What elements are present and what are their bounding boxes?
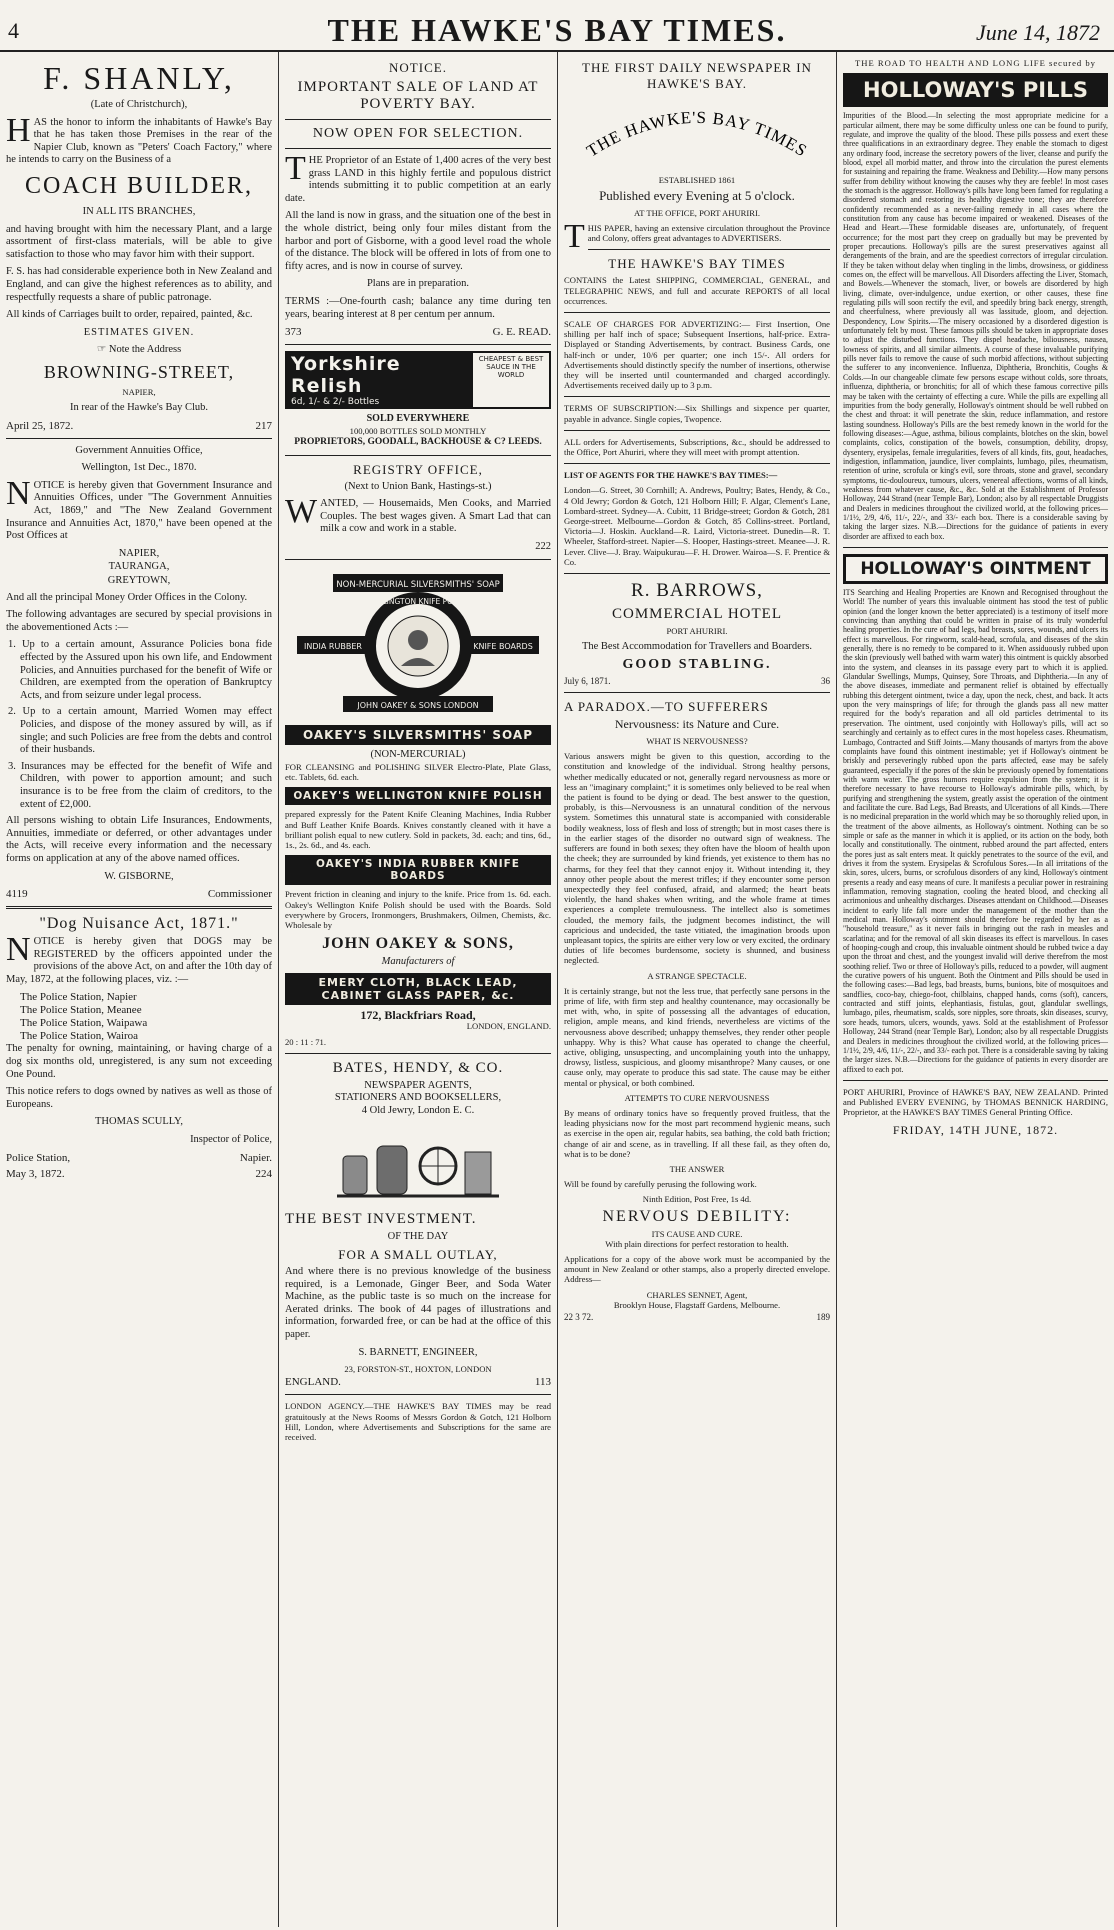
divider (564, 312, 830, 313)
column-2 (279, 52, 557, 1927)
issue-date: June 14, 1872 (975, 20, 1100, 45)
advert-code: 22 3 72. (564, 1312, 594, 1323)
advert-paragraph: All kinds of Carriages built to order, repaired, painted, &c. (6, 309, 253, 321)
oakey-street: 172, Blackfriars Road, (360, 1007, 476, 1022)
advert-paragraph: and having brought with him the necessary Plant, and a large assortment of first-class materials, will be able to give satisfaction to those who may favor him with their support. (6, 223, 272, 260)
notice-signer: THOMAS SCULLY, (94, 1116, 184, 1128)
advert-paragraph: F. S. has had considerable experience both in New Zealand and England, and can give the highest references as to ability, and respectfully requests a share of public patronage. (6, 266, 272, 303)
divider (285, 559, 551, 560)
office: AT THE OFFICE, PORT AHURIRI. (633, 207, 761, 218)
notice-title: NOTICE. (389, 60, 447, 75)
divider (6, 438, 272, 439)
relish-logo (285, 351, 471, 409)
advert-name: R. BARROWS, (631, 580, 763, 602)
advert-date: July 6, 1871. (564, 676, 611, 687)
barrows-hotel-advert (564, 580, 830, 686)
police-station: The Police Station, Meanee (20, 1004, 142, 1017)
boards-text: Prevent friction in cleaning and injury to the knife. Price from 1s. 6d. each. Oakey's Wellington Knife Polish should be used with the Boards. Sold everywhere by Grocers, Ironmongers, Brushmakers, Oilmen, Chemists, &c. Wholesale by (285, 889, 551, 930)
place-tauranga: TAURANGA, (108, 561, 170, 573)
notice-number: 373 (285, 326, 302, 339)
advert-address: BROWNING-STREET, (43, 361, 235, 382)
notice-station-line (6, 1152, 272, 1164)
nervousness-advert (564, 699, 830, 1322)
arched-title-svg (567, 96, 827, 166)
advert-address: 4 Old Jewry, London E. C. (361, 1104, 475, 1116)
bates-hendy-advert (285, 1060, 551, 1118)
advert-number: 189 (816, 1312, 830, 1323)
footer-date: FRIDAY, 14TH JUNE, 1872. (892, 1122, 1059, 1137)
machine-cylinder (343, 1156, 367, 1194)
oakey-badge (285, 566, 551, 721)
advert-town: NAPIER, (122, 386, 156, 397)
notice-headline: IMPORTANT SALE OF LAND AT POVERTY BAY. (297, 79, 539, 112)
paper-text: THIS PAPER, having an extensive circulation throughout the Province and Colony, offers great advantages to ADVERTISERS. (564, 218, 830, 255)
advert-footer (6, 420, 272, 432)
advert-number: 113 (534, 1376, 551, 1389)
machine-drawing (333, 1122, 503, 1202)
orders-notice: ALL orders for Advertisements, Subscriptions, &c., should be addressed to the Office, Port Ahuriri, where they will meet with prompt attention. (564, 436, 830, 458)
advert-subheadline: FOR A SMALL OUTLAY, (338, 1247, 498, 1263)
barnett-advert (285, 1211, 551, 1388)
arched-title-text (583, 108, 811, 161)
place-napier: NAPIER, (118, 547, 160, 559)
portrait-head (408, 630, 428, 650)
notice-date: May 3, 1872. (6, 1167, 65, 1180)
divider (843, 1080, 1108, 1081)
divider (285, 455, 551, 456)
advert-text: WANTED, — Housemaids, Men Cooks, and Married Couples. The best wages given. A Smart Lad that can milk a cow and work in a stable. (285, 493, 551, 535)
column-3 (558, 52, 836, 1927)
notice-signer: W. GISBORNE, (104, 870, 174, 882)
agent-name: CHARLES SENNET, Agent, (646, 1289, 748, 1300)
emery-banner: EMERY CLOTH, BLACK LEAD, CABINET GLASS PAPER, &c. (285, 973, 551, 1005)
first-daily: THE FIRST DAILY NEWSPAPER IN HAWKE'S BAY. (582, 60, 812, 91)
london-agency-notice: LONDON AGENCY.—THE HAWKE'S BAY TIMES may be read gratuitously at the News Rooms of Messrs Gordon & Gotch, 121 Holborn Hill, London, where Advertisements and Subscriptions for the same are received. (285, 1401, 551, 1443)
advertising-scale: SCALE OF CHARGES FOR ADVERTIZING:— First Insertion, One shilling per half inch of space; Subsequent Insertions, half-price. Extra-Displayed or Standing Advertisements, by contract. Business Cards, one half-inch or under, 10/6 per quarter; one inch 15/-. All orders for Advertisements should distinctly specify the number of insertions, otherwise they will be inserted until countermanded and charged accordingly. Advertisements received daily up to 3 p.m. (564, 319, 830, 391)
notice-number: 224 (255, 1167, 272, 1180)
relish-banner (285, 351, 551, 409)
advert-footer (285, 1376, 551, 1388)
police-station: The Police Station, Waipawa (20, 1017, 148, 1030)
advert-name: S. BARNETT, ENGINEER, (358, 1346, 478, 1358)
divider (285, 119, 551, 120)
oakey-code: 20 : 11 : 71. (285, 1036, 326, 1047)
page-number: 4 (8, 18, 19, 43)
holloway-pills-advert (843, 58, 1108, 541)
advert-intro: HAS the honor to inform the inhabitants of Hawke's Bay that he has taken those Premises in the rear of the Napier Club, known as "Peters' Coach Factory," where he intends to carry on the Business of a (6, 111, 272, 166)
notice-paragraph: All the land is now in grass, and the situation one of the best in the whole district, being only four miles distant from the harbor and port of Gisborne, with a good level road the whole of the distance. The block will be offered in lots of from one to fifty acres, and is now in course of survey. (285, 210, 551, 272)
agents-title: LIST OF AGENTS FOR THE HAWKE'S BAY TIMES:— (564, 470, 778, 481)
government-annuities-notice (6, 445, 272, 900)
divider (564, 396, 830, 397)
advert-subtitle: (Next to Union Bank, Hastings-st.) (344, 480, 492, 492)
notice-penalty: The penalty for owning, maintaining, or having charge of a dog six months old, unregistered, is any sum not exceeding One Pound. (6, 1043, 272, 1080)
advert-stabling: GOOD STABLING. (622, 656, 772, 672)
advert-subtitle: NEWSPAPER AGENTS, (364, 1079, 472, 1091)
notice-footer (285, 326, 551, 338)
place-greytown: GREYTOWN, (107, 575, 171, 587)
emblem-left-text: INDIA RUBBER (304, 642, 362, 652)
newspaper-title: THE HAWKE'S BAY TIMES. (327, 12, 787, 48)
contains-title: THE HAWKE'S BAY TIMES (608, 256, 786, 272)
advert-number: 36 (821, 676, 830, 687)
advert-address: 23, FORSTON-ST., HOXTON, LONDON (344, 1364, 492, 1375)
advert-subtitle: Nervousness: its Nature and Cure. (614, 717, 780, 732)
advert-hotel: COMMERCIAL HOTEL (611, 606, 783, 623)
advert-branches: IN ALL ITS BRANCHES, (82, 205, 196, 217)
emblem-bottom-text: JOHN OAKEY & SONS LONDON (357, 701, 479, 711)
notice-role: Commissioner (207, 888, 272, 901)
soda-machine-illustration (285, 1122, 551, 1207)
notice-plans: Plans are in preparation. (366, 278, 470, 290)
divider (843, 547, 1108, 548)
advert-footer (564, 676, 830, 686)
advert-number: 222 (535, 540, 551, 552)
notice-text: NOTICE is hereby given that DOGS may be REGISTERED by the officers appointed under the provisions of the above Act, on and after the 10th day of May, 1872, at the following places, viz. :— (6, 931, 272, 985)
section-heading: ATTEMPTS TO CURE NERVOUSNESS (624, 1092, 770, 1103)
section-heading: A STRANGE SPECTACLE. (647, 970, 747, 981)
advert-date: April 25, 1872. (6, 419, 74, 432)
advert-subheadline: OF THE DAY (387, 1231, 449, 1243)
subscription-terms: TERMS OF SUBSCRIPTION:—Six Shillings and sixpence per quarter, payable in advance. Single copies, Twopence. (564, 403, 830, 424)
divider (285, 148, 551, 149)
boards-banner: OAKEY'S INDIA RUBBER KNIFE BOARDS (285, 855, 551, 885)
ointment-banner: HOLLOWAY'S OINTMENT (843, 554, 1108, 584)
advert-title: A PARADOX.—TO SUFFERERS (564, 699, 769, 715)
divider (564, 430, 830, 431)
section-heading: THE ANSWER (669, 1163, 725, 1174)
oakey-manufacturers: Manufacturers of (381, 956, 455, 968)
agents-list: London—G. Street, 30 Cornhill; A. Andrews, Poultry; Bates, Hendy, & Co., 4 Old Jewry; Gordon & Gotch, 121 Holborn Hill; F. Algar, Clement's Lane, Lombard-street. Sydney—A. Cubitt, 11 Bridge-street; Gordon & Gotch, 281 George-street. Melbourne—Gordon & Gotch, 85 Collins-street. Portland, Victoria—J. Hoskin. Auckland—R. Laird, Victoria-street. Dunedin—R. T. Wheeler, Stafford-street. Napier—S. Hooper, Hastings-street. Meanee—J. R. Lever. Clive—J. Bray. Waipukurau—F. H. Drower. Wairoa—S. F. Prentice & Co. (564, 485, 830, 567)
emblem-right-text: KNIFE BOARDS (473, 642, 533, 652)
oakey-city: LONDON, ENGLAND. (466, 1021, 551, 1032)
relish-name: Yorkshire Relish (291, 353, 401, 398)
book-with: With plain directions for perfect restoration to health. (605, 1238, 789, 1249)
divider (564, 692, 830, 693)
ointment-text: ITS Searching and Healing Properties are Known and Recognised throughout the World! The number of years this invaluable ointment has stood the test of public opinion (and the longer known the better appreciated) is a testimony of itself more convincing than anything that could be written in praise of its truly wonderful healing properties. In the cure of bad legs, bad breasts, sores, wounds, and ulcers its effect is marvellous. For ringworm, scald-head, scrofula, and diseases of the skin generally, there is no remedy to be compared to it. When assiduously rubbed upon the skin (previously well bathed with warm water) this ointment is quickly absorbed into the system, and cleanses in its passage every part to which it is applied. Glandular Swellings, Mumps, Quinsey, Sore Throats, and Diphtheria.—In any of the above diseases, immediate and permanent relief is obtained by effectually rubbing this detergent ointment, twice a day, upon the neck, chest, and back. It acts upon the very mainsprings of life; for through the glands pass all new matter required for the body's reparation and all old particles detrimental to its preservation. The ointment, used conjointly with Holloway's pills, will act so searchingly and certainly as to effect cures in the most hopeless cases. Rheumatism, Lumbago, Contracted and Stiff Joints.—Many thousands of martyrs from the above complaints have found this ointment inestimable; yet if Holloway's ointment be briskly and perseveringly rubbed upon the parts affected, ease may be safely guaranteed, especially if the pores of the skin be previously opened by fomentations with warm water. The gross humors require expulsion from the system; it is therefore necessary to have recourse to Holloway's admirable pills, which, by purifying and strengthening the system, greatly assist the operation of the ointment and facilitate the cure. Bad Legs, Bad Breasts, and Ulcerations of all Kinds.—There is no medicinal preparation in the world which may be so thoroughly relied upon, in the treatment of the above ailments, as Holloway's ointment. Nothing can be so simple or safe as the manner in which it is applied, or its action on the body, both locally and constitutionally. The ointment, rubbed around the part affected, enters the pores just as salt enters meat. It quickly penetrates to the source of the evil, and drives it from the system. Erysipelas & Scrofulous Sores.—In all irritations of the skin, sores, ulcers, burns, or scrofulous disorders of any kind, Holloway's ointment presents a ready and easy means of cure. It manifests a peculiar power in restraining inflammation, removing stagnation, cooling the heated blood, and checking all acrimonious and unhealthy discharges. Diseases attendant on Childhood.—Diseases incident to early life fall more under the management of the mother than the medical man. Holloway's ointment should therefore be regarded by her as a "household treasure," as it never fails in bringing out the rash in measles and scarlatina; and for the removal of all skin diseases its effect is marvellous. In cases of hooping-cough and croup, this invaluable ointment should be rubbed twice a day upon the throat and chest, and the youngest invalid will derive therefrom the most soothing relief. Two or three of Holloway's pills, reduced to a powder, will augment the curative powers of his unguent. Both the Ointment and Pills should be used in the following cases:—Bad legs, bad breasts, burns, bunions, bite of mosquitoes and sandflies, coco-bay, chiego-foot, chilblains, chapped hands, corns (soft), cancers, contracted and stiff joints, elephantiasis, fistulas, gout, glandular swellings, lumbago, piles, rheumatism, scalds, sore nipples, sore throats, skin diseases, scurvy, sore heads, tumors, ulcers, wounds, yaws. Sold at the establishment of Professor Holloway, 244 Strand (near Temple Bar), London; also by all respectable Druggists and Dealers in medicines throughout the civilized world, at the following prices—1/1½, 2/9, 4/6, 11/-, 22/-, and 33/- each pot. There is a considerable saving by taking the larger sizes. N.B.—Directions for the guidance of patients in every disorder are affixed to each pot. (843, 588, 1108, 1074)
divider (285, 344, 551, 345)
notice-footer (6, 888, 272, 900)
registry-office-advert (285, 462, 551, 554)
divider (564, 463, 830, 464)
advert-paragraph: By means of ordinary tonics have so frequently proved fruitless, that the leading physicians now for the most part recommend hygienic means, such as exercise in the open air, regular habits, sea bathing, the cold bath friction; change of air and scene, as in travelling. If all these fail, as they often do, what is to be done? (564, 1107, 830, 1159)
notice-dateline: Wellington, 1st Dec., 1870. (81, 462, 197, 474)
divider (6, 906, 272, 909)
polish-banner: OAKEY'S WELLINGTON KNIFE POLISH (285, 787, 551, 805)
divider (285, 1394, 551, 1395)
notice-signer: G. E. READ. (492, 326, 551, 339)
advert-headline: THE BEST INVESTMENT. (285, 1211, 477, 1228)
note-label: Note the Address (108, 344, 182, 356)
notice-also: And all the principal Money Order Offices in the Colony. (6, 591, 248, 603)
advert-paragraph: Will be found by carefully perusing the following work. (564, 1179, 757, 1190)
advert-rear: In rear of the Hawke's Bay Club. (69, 402, 209, 414)
advert-paragraph: Various answers might be given to this question, according to the constitution and knowledge of the individual. Strong healthy persons, whether medically educated or not, generally regard nervousness as more or less an "imaginary complaint;" it is sometimes only believed to be real when the patient is found to be dying or dead. The best answer to the question, probably, is this—Nervousness is an unnatural condition of the nervous system. Sometimes this unnatural state is accompanied with considerable bodily weakness, loss of flesh and loss of strength; but in most cases there is in the earlier stages of the disorder no outward sign of weakness. The sufferers are found in both sexes; they often have the bloom of health upon the cheek; they are surrounded by kind friends, yet existence to them has no charms, for they feel that they cannot enjoy it. Without intending it, they annoy other people about the merest trifles; if they encounter some person unexpectedly they feel confused, afraid, and alarmed; the heart beats violently, the hand shakes when writing, and the whole frame at times experiences a complete tremulousness. The intellect also is sometimes clouded, the memory fails, the judgment becomes indistinct, the will capricious and undecided, the taste vitiated, the imagination broods upon unpleasant topics, the spirits are either very low or very excited, the ordinary duties of life becomes burdensome, society is shunned, and business neglected. (564, 751, 830, 966)
advert-number: 217 (255, 419, 272, 432)
road-to-health: THE ROAD TO HEALTH AND LONG LIFE secured by (855, 58, 1096, 68)
advert-text: The Best Accommodation for Travellers and Boarders. (581, 641, 813, 653)
notice-text: NOTICE is hereby given that Government Insurance and Annuities Offices, under "The Government Annuities Act, 1869," and "The New Zealand Government Insurance and Annuities Act, 1870," have been opened at the Post Offices at (6, 474, 272, 542)
advert-place: PORT AHURIRI. (666, 626, 728, 637)
divider (564, 573, 830, 574)
soap-text: FOR CLEANSING and POLISHING SILVER Electro-Plate, Plate Glass, etc. Tablets, 6d. each. (285, 762, 551, 783)
advert-note (6, 344, 272, 357)
machine-vessel (377, 1146, 407, 1194)
oakey-advert (285, 566, 551, 1046)
advert-country: ENGLAND. (285, 1376, 341, 1389)
relish-proprietors: PROPRIETORS, GOODALL, BACKHOUSE & C? LEEDS. (294, 436, 542, 447)
pills-text: Impurities of the Blood.—In selecting the most appropriate medicine for a particular ailment, there may be some difficulty unless one can be found to purify, regulate, and improve the quality of the blood. These pills possess and exert these three qualifications in an extraordinary degree. They enable the stomach to digest any ordinary food, increase the secretory powers of the liver, cleanse and purify the blood, expel all morbid matter, and throw into the circulation the purest elements for sustaining and repairing the frame. Weakness and Debility.—How many persons suffer from debility without knowing the causes why they are feeble! In most cases the stomach is the aggressor. Holloway's pills have long been famed for regulating a disordered stomach and restoring its healthy digestive tone; they are therefore confidently recommended as a never-failing remedy in all cases where the constitution from any cause has become impaired or weakened. Diseases of the Head and Heart.—These formidable diseases are, unfortunately, of frequent occurrence; for the most part they creep on gradually but may be prevented by proper precautions. Holloway's pills are the surest preservatives against all derangements of the brain, and are the speediest correctors of irregular circulation. If they be taken without delay when tingling in the limbs, drowsiness, or giddiness comes on, the effect will be marvellous. All Disorders affecting the Liver, Stomach, and Bowels.—Whenever the stomach, liver, or bowels are disordered by high living, climate, over-indulgence, undue exertion, or other causes, these fine regulating pills will soon rectify the evil, and speedily bring back energy, strength, and cheerfulness, where previously all was lassitude, gloom, and dejection. Despondency, Low Spirits.—The misery occasioned by a disordered digestion is unfortunately felt by most. These famous pills should be taken in appropriate doses to adjust the disturbed functions. They dispel headache, biliousness, nausea, lowness of spirits, and all similar ailments. A course of these invaluable purifying pills never fails to remove the cause of such morbid affections, without subjecting the sufferer to any inconvenience. Influenza, Diphtheria, Bronchitis, Coughs & Colds.—In our changeable climate few persons escape without colds, sore throats, influenza, diphtheria, or bronchitis; for all of which these famous corrective pills may be taken with the certainty of effecting a cure. While the pills are expelling all impurities from the body generally, Holloway's ointment should be well rubbed on the chest and throat: it will penetrate the skin, reduce inflammation, and restore lasting soundness. Holloway's Pills are the best remedy known in the world for the following diseases:—Ague, asthma, bilious complaints, blotches on the skin, bowel complaints, colics, constipation of the bowels, consumption, debility, dropsy, dysentery, erysipelas, female irregularities, fevers of all kinds, fits, gout, headaches, indigestion, inflammation, jaundice, liver complaints, lumbago, piles, rheumatism, retention of urine, scrofula or king's evil, sore throats, stone and gravel, secondary symptoms, tic-douloureux, tumours, ulcers, venereal affections, worms of all kinds, weakness from whatever cause, &c., &c. Sold at the Establishment of Professor Holloway, 244 Strand (near Temple Bar), London; also by all respectable Druggists and Dealers in medicines throughout the civilized world, at the following prices—1/1½, 2/9, 4/6, 11/-, 22/-, and 33/- each box. There is a considerable saving by taking the larger sizes. N.B.—Directions for the guidance of patients in every disorder are affixed to each box. (843, 111, 1108, 541)
pointing-hand-icon: ☞ (96, 344, 109, 356)
dog-nuisance-notice (6, 915, 272, 1180)
relish-count: 100,000 BOTTLES SOLD MONTHLY (349, 425, 487, 436)
book-edition: Ninth Edition, Post Free, 1s 4d. (642, 1194, 752, 1205)
holloway-ointment-advert (843, 554, 1108, 1074)
section-heading: WHAT IS NERVOUSNESS? (646, 736, 748, 747)
column-1 (0, 52, 278, 1927)
relish-tagline: CHEAPEST & BEST SAUCE IN THE WORLD (471, 351, 551, 409)
masthead (0, 0, 1114, 52)
advert-title: REGISTRY OFFICE, (353, 461, 483, 477)
advert-subtitle: STATIONERS AND BOOKSELLERS, (334, 1092, 502, 1104)
column-4 (837, 52, 1114, 1927)
emblem-top-text: NON-MERCURIAL SILVERSMITHS' SOAP (336, 580, 500, 591)
agent-address: Brooklyn House, Flagstaff Gardens, Melbourne. (613, 1299, 781, 1310)
notice-town: Napier. (239, 1151, 272, 1164)
printer-imprint: PORT AHURIRI, Province of HAWKE'S BAY, NEW ZEALAND. Printed and Published EVERY EVENING, by THOMAS BENNICK HARDING, Proprietor, at the HAWKE'S BAY TIMES General Printing Office. (843, 1086, 1108, 1118)
established: ESTABLISHED 1861 (658, 175, 736, 185)
advert-title: BATES, HENDY, & CO. (332, 1059, 504, 1076)
notice-subheadline: NOW OPEN FOR SELECTION. (312, 126, 524, 141)
notice-title: "Dog Nuisance Act, 1871." (39, 915, 239, 933)
relish-sold: SOLD EVERYWHERE (366, 413, 470, 425)
arched-title (564, 96, 830, 171)
notice-number: 4119 (6, 888, 28, 901)
advert-text: And where there is no previous knowledge of the business required, is a Lemonade, Ginger Beer, and Soda Water Machine, as the public taste is so much on the increase for Aerated drinks. The book of 44 pages of illustrations and information, forwarded free, or can be had at the office of this paper. (285, 1266, 551, 1341)
notice-footer (6, 1168, 272, 1180)
oakey-emblem (293, 566, 543, 716)
contains-text: CONTAINS the Latest SHIPPING, COMMERCIAL, GENERAL, and TELEGRAPHIC NEWS, and full and accurate REPORTS of all local occurrences. (564, 275, 830, 306)
soap-banner: OAKEY'S SILVERSMITHS' SOAP (285, 725, 551, 745)
yorkshire-relish-advert (285, 351, 551, 448)
notice-advantages: The following advantages are secured by special provisions in the abovementioned Acts :— (6, 609, 272, 633)
book-title: NERVOUS DEBILITY: (602, 1207, 792, 1225)
advert-footer (564, 1312, 830, 1322)
advert-paragraph: It is certainly strange, but not the less true, that perfectly sane persons in the prime of life, with firm step and healthy countenance, may occasionally be met with, who, in spite of possessing all the advantages of education, religion, ample means, and kind friends, nevertheless are victims of the nervousness above described; unhappy themselves, they render other people unhappy. Why is this? What cause has operated to change the cheerful, active, obliging, unsuspecting, and uncomplaining youth into the unhappy, drowsy, listless, suspicious, and gloomy misanthrope? Many causes, or one cause only, may operate to produce this sad state. The cause may be either mental or physical, or both combined. (564, 985, 830, 1088)
notice-refers: This notice refers to dogs owned by natives as well as those of Europeans. (6, 1086, 272, 1110)
advert-subtitle: (Late of Christchurch), (90, 99, 188, 110)
police-station: The Police Station, Napier (20, 991, 137, 1004)
police-station: The Police Station, Wairoa (20, 1030, 139, 1043)
notice-paragraph: THE Proprietor of an Estate of 1,400 acres of the very best grass LAND in this highly fertile and populous district intends submitting it to public competition at an early date. (285, 150, 551, 204)
notice-office: Government Annuities Office, (75, 444, 203, 456)
notice-terms: TERMS :—One-fourth cash; balance any time during ten years, bearing interest at 8 per centum per annum. (285, 295, 551, 320)
arched-title-textpath: THE HAWKE'S BAY TIMES (583, 107, 811, 161)
land-sale-notice (285, 60, 551, 338)
emblem-ring-text: WELLINGTON KNIFE POLISH (366, 597, 470, 607)
published: Published every Evening at 5 o'clock. (599, 188, 795, 204)
machine-tank (465, 1152, 491, 1194)
advantage-item: 2. Up to a certain amount, Married Women may effect Policies, and dispose of the money assured by will, as if single; and such Policies are free from the debts and control of their husbands. (8, 706, 272, 756)
pills-banner: HOLLOWAY'S PILLS (843, 73, 1108, 107)
notice-closing: All persons wishing to obtain Life Insurances, Endowments, Annuities, immediate or deferred, or other advantages under the Acts, will receive every information and the necessary forms on application at any of the above named offices. (6, 815, 272, 864)
oakey-firm: JOHN OAKEY & SONS, (322, 935, 514, 953)
soap-nonmercurial: (NON-MERCURIAL) (370, 749, 466, 761)
relish-price: 6d, 1/- & 2/- Bottles (291, 397, 380, 408)
shanly-advert (6, 60, 272, 432)
advert-estimates: ESTIMATES GIVEN. (83, 326, 195, 338)
advert-trade: COACH BUILDER, (24, 172, 253, 199)
divider (588, 249, 830, 250)
advantage-item: 1. Up to a certain amount, Assurance Policies bona fide effected by the Assured upon his own life, and Endowment Policies, and Annuities purchased for the benefit of Wife or Children, are exempted from the operation of Bankruptcy Acts, and from seizure under legal process. (8, 639, 272, 701)
polish-text: prepared expressly for the Patent Knife Cleaning Machines, India Rubber and Buff Leather Knife Boards. Knives constantly cleaned with it have a brilliant polish equal to new cutlery. Sold in packets, 3d. each; and tins, 6d., 1s., 2s. 6d., and 4s. each. (285, 809, 551, 851)
book-apply: Applications for a copy of the above work must be accompanied by the amount in New Zealand or other stamps, also a properly directed envelope. Address— (564, 1254, 830, 1285)
hbt-masthead-advert (564, 60, 830, 255)
advert-name: F. SHANLY, (43, 60, 235, 96)
book-cause: ITS CAUSE AND CURE. (651, 1228, 743, 1239)
notice-station: Police Station, (6, 1151, 71, 1164)
advantage-item: 3. Insurances may be effected for the benefit of Wife and Children, with power to apportion amount; and such insurance is to be free from the claim of creditors, to the extent of £2,000. (8, 760, 272, 810)
divider (285, 1053, 551, 1054)
notice-role: Inspector of Police, (190, 1134, 272, 1146)
